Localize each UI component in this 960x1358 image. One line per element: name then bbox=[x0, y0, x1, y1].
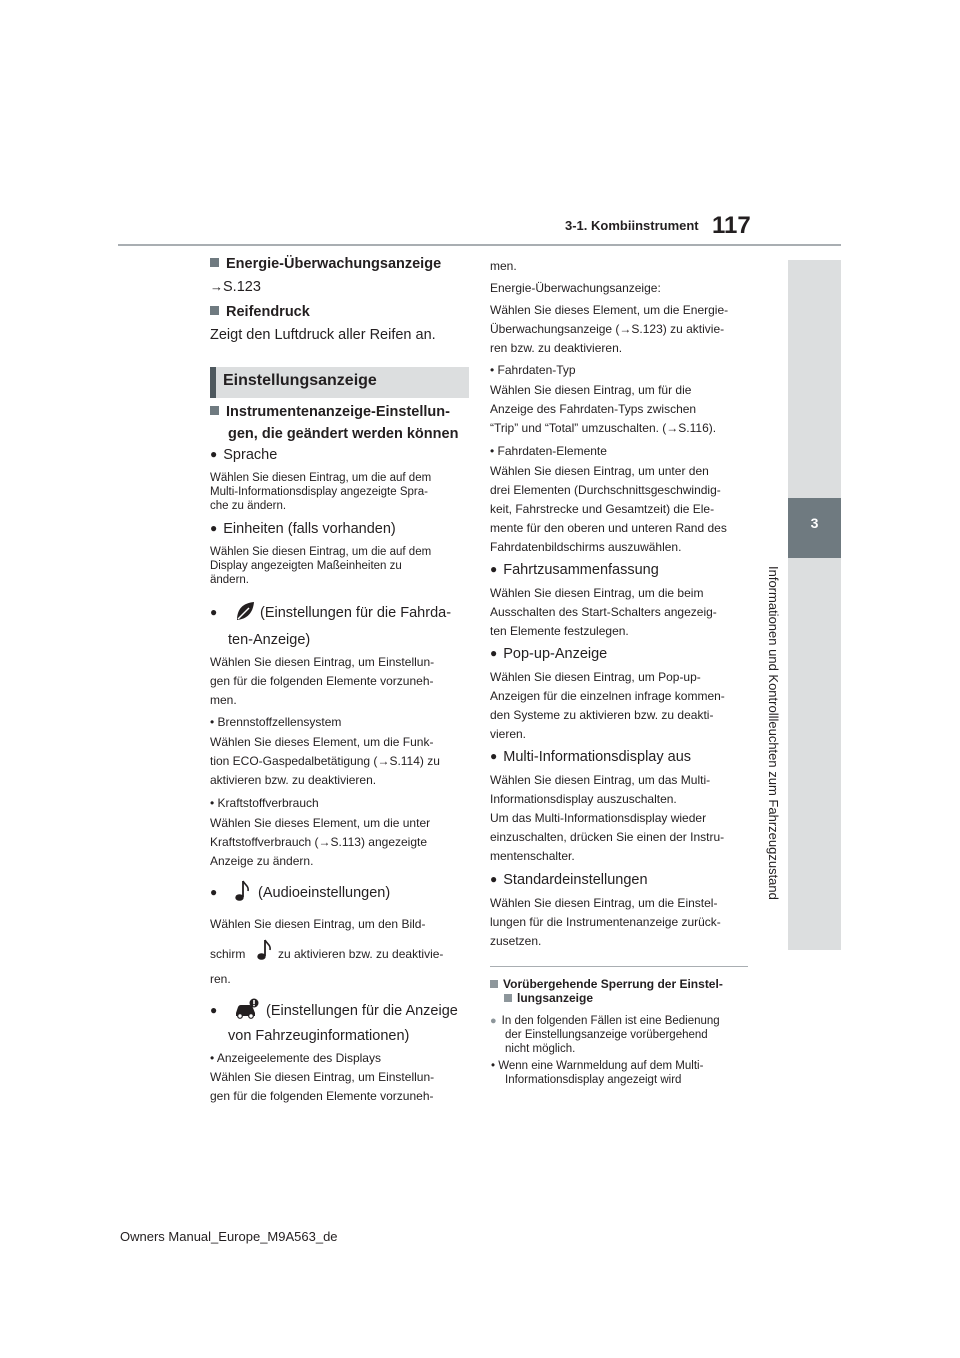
r-sum-line1: Wählen Sie diesen Eintrag, um die beim bbox=[490, 586, 704, 600]
arrow-right-icon: → bbox=[666, 421, 679, 435]
r-pop-line2: Anzeigen für die einzelnen infrage kommen- bbox=[490, 689, 725, 703]
note-title-line2: lungsanzeige bbox=[504, 991, 593, 1005]
audio-line3: ren. bbox=[210, 972, 231, 986]
drive-title-line2: ten-Anzeige) bbox=[228, 632, 311, 648]
settings-box-label: Einstellungsanzeige bbox=[223, 372, 377, 389]
r-mid-line3: Um das Multi-Informationsdisplay wieder bbox=[490, 811, 707, 825]
r-energy-line2-ref: S.123) zu aktivie- bbox=[631, 322, 725, 336]
audio-line1: Wählen Sie diesen Eintrag, um den Bild- bbox=[210, 917, 426, 931]
side-tab-number: 3 bbox=[810, 515, 819, 531]
drive-line3: men. bbox=[210, 693, 237, 707]
sprache-title: ● Sprache bbox=[210, 447, 277, 463]
sprache-line3: che zu ändern. bbox=[210, 500, 287, 512]
tire-heading: Reifendruck bbox=[210, 304, 310, 320]
vehicle-title-line2: von Fahrzeuginformationen) bbox=[228, 1028, 410, 1044]
fuel-line1: Wählen Sie dieses Element, um die unter bbox=[210, 816, 431, 830]
r-mid-line4: einzuschalten, drücken Sie einen der Instru- bbox=[490, 830, 725, 844]
footer-doc-id: Owners Manual_Europe_M9A563_de bbox=[120, 1229, 338, 1244]
r-mid-line2: Informationsdisplay auszuschalten. bbox=[490, 792, 677, 806]
audio-title: (Audioeinstellungen) bbox=[258, 885, 391, 901]
r-type-line3-ref: S.116). bbox=[678, 421, 717, 435]
arrow-right-icon: → bbox=[210, 279, 223, 294]
r-energy-label: Energie-Überwachungsanzeige: bbox=[490, 281, 661, 295]
arrow-right-icon: → bbox=[318, 835, 331, 849]
tire-text: Zeigt den Luftdruck aller Reifen an. bbox=[210, 327, 436, 343]
einheiten-line1: Wählen Sie diesen Eintrag, um die auf dem bbox=[210, 546, 432, 558]
r-pop-line3: den Systeme zu aktivieren bzw. zu deakti- bbox=[490, 708, 714, 722]
r-std-title: ● Standardeinstellungen bbox=[490, 872, 648, 888]
music-note-icon bbox=[234, 879, 250, 903]
note-line3: nicht möglich. bbox=[505, 1043, 576, 1055]
r-std-line3: zusetzen. bbox=[490, 934, 542, 948]
r-type-line2: Anzeige des Fahrdaten-Typs zwischen bbox=[490, 402, 697, 416]
r-elem-line4: mente für den oberen und unteren Rand des bbox=[490, 521, 727, 535]
note-line5: Informationsdisplay angezeigt wird bbox=[505, 1074, 682, 1086]
vehicle-bullet bbox=[210, 1003, 223, 1019]
fuel-title: • Kraftstoffverbrauch bbox=[210, 796, 319, 810]
arrow-right-icon: → bbox=[377, 754, 390, 768]
audio-bullet bbox=[210, 885, 223, 901]
energy-heading: Energie-Überwachungsanzeige bbox=[210, 256, 441, 272]
note-line2: der Einstellungsanzeige vorübergehend bbox=[505, 1029, 708, 1041]
r-sum-title: ● Fahrtzusammenfassung bbox=[490, 562, 659, 578]
settings-box-accent bbox=[210, 367, 216, 398]
fuel-line2 bbox=[210, 834, 427, 850]
r-type-line3 bbox=[490, 420, 716, 436]
note-divider bbox=[490, 966, 748, 967]
r-elem-line5: Fahrdatenbildschirms auszuwählen. bbox=[490, 540, 682, 554]
sprache-line1: Wählen Sie diesen Eintrag, um die auf dem bbox=[210, 472, 432, 484]
r-mid-line5: mentenschalter. bbox=[490, 849, 575, 863]
audio-line2b: zu aktivieren bzw. zu deaktivie- bbox=[278, 947, 444, 961]
r-energy-line2 bbox=[490, 321, 724, 337]
r-type-line1: Wählen Sie diesen Eintrag, um für die bbox=[490, 383, 692, 397]
music-note-icon bbox=[256, 938, 272, 962]
drive-title-line1: (Einstellungen für die Fahrda- bbox=[260, 605, 452, 621]
page-number: 117 bbox=[712, 212, 751, 239]
r-mid-title: ● Multi-Informationsdisplay aus bbox=[490, 749, 691, 765]
fuelcell-line2-ref: S.114) zu bbox=[389, 754, 440, 768]
vehicle-title-line1: (Einstellungen für die Anzeige bbox=[266, 1003, 458, 1019]
r-std-line1: Wählen Sie diesen Eintrag, um die Einstel- bbox=[490, 896, 718, 910]
r-elem-line2: drei Elementen (Durchschnittsgeschwindig- bbox=[490, 483, 721, 497]
r-energy-line2-text: Überwachungsanzeige ( bbox=[490, 322, 620, 336]
drive-bullet bbox=[210, 605, 223, 621]
note-title-line1: Vorübergehende Sperrung der Einstel- bbox=[490, 977, 723, 991]
fuelcell-line3: aktivieren bzw. zu deaktivieren. bbox=[210, 773, 377, 787]
r-energy-line1: Wählen Sie dieses Element, um die Energie- bbox=[490, 303, 729, 317]
r-energy-line3: ren bzw. zu deaktivieren. bbox=[490, 341, 623, 355]
r-sum-line3: ten Elemente festzulegen. bbox=[490, 624, 629, 638]
vehicle-line1: Wählen Sie diesen Eintrag, um Einstellun- bbox=[210, 1070, 435, 1084]
side-tab-title-wrap bbox=[763, 566, 783, 926]
r-mid-line1: Wählen Sie diesen Eintrag, um das Multi- bbox=[490, 773, 711, 787]
einheiten-title: ● Einheiten (falls vorhanden) bbox=[210, 521, 396, 537]
einheiten-line3: ändern. bbox=[210, 574, 250, 586]
vehicle-line2: gen für die folgenden Elemente vorzuneh- bbox=[210, 1089, 434, 1103]
fuel-line3: Anzeige zu ändern. bbox=[210, 854, 314, 868]
drive-line2: gen für die folgenden Elemente vorzuneh- bbox=[210, 674, 434, 688]
energy-ref bbox=[210, 279, 261, 295]
header-section-title: 3-1. Kombiinstrument bbox=[565, 218, 699, 233]
instr-heading-line2: gen, die geändert werden können bbox=[228, 426, 459, 442]
r-pop-title: ● Pop-up-Anzeige bbox=[490, 646, 607, 662]
einheiten-line2: Display angezeigten Maßeinheiten zu bbox=[210, 560, 402, 572]
fuelcell-line2-text: tion ECO-Gaspedalbetätigung ( bbox=[210, 754, 378, 768]
r-pop-line4: vieren. bbox=[490, 727, 527, 741]
r-elem-title: • Fahrdaten-Elemente bbox=[490, 444, 607, 458]
fuelcell-line1: Wählen Sie dieses Element, um die Funk- bbox=[210, 735, 434, 749]
fuel-line2-text: Kraftstoffverbrauch ( bbox=[210, 835, 319, 849]
note-line4: • Wenn eine Warnmeldung auf dem Multi- bbox=[491, 1060, 704, 1072]
r-elem-line3: keit, Fahrstrecke und Gesamtzeit) die Ele- bbox=[490, 502, 715, 516]
r-men: men. bbox=[490, 259, 517, 273]
vehicle-item: • Anzeigeelemente des Displays bbox=[210, 1051, 381, 1065]
r-type-line3-text: “Trip” und “Total” umzuschalten. ( bbox=[490, 421, 667, 435]
sprache-line2: Multi-Informationsdisplay angezeigte Spra- bbox=[210, 486, 428, 498]
energy-ref-text: S.123 bbox=[223, 279, 261, 295]
fuel-line2-ref: S.113) angezeigte bbox=[330, 835, 428, 849]
instr-heading-line1: Instrumentenanzeige-Einstellun- bbox=[210, 404, 450, 420]
r-type-title: • Fahrdaten-Typ bbox=[490, 363, 576, 377]
header-divider bbox=[118, 244, 841, 246]
fuelcell-title: • Brennstoffzellensystem bbox=[210, 715, 342, 729]
note-line1: ● In den folgenden Fällen ist eine Bedienung bbox=[490, 1014, 720, 1028]
car-info-icon bbox=[234, 998, 260, 1020]
fuelcell-line2 bbox=[210, 753, 440, 769]
r-elem-line1: Wählen Sie diesen Eintrag, um unter den bbox=[490, 464, 709, 478]
r-std-line2: lungen für die Instrumentenanzeige zurück- bbox=[490, 915, 721, 929]
leaf-icon bbox=[234, 600, 256, 622]
arrow-right-icon: → bbox=[619, 322, 632, 336]
r-pop-line1: Wählen Sie diesen Eintrag, um Pop-up- bbox=[490, 670, 701, 684]
r-sum-line2: Ausschalten des Start-Schalters angezeig- bbox=[490, 605, 717, 619]
side-tab-bar bbox=[788, 260, 841, 950]
drive-line1: Wählen Sie diesen Eintrag, um Einstellun- bbox=[210, 655, 435, 669]
side-tab-title: Informationen und Kontrollleuchten zum Fahrzeugzustand bbox=[766, 566, 781, 900]
audio-line2a: schirm bbox=[210, 947, 246, 961]
